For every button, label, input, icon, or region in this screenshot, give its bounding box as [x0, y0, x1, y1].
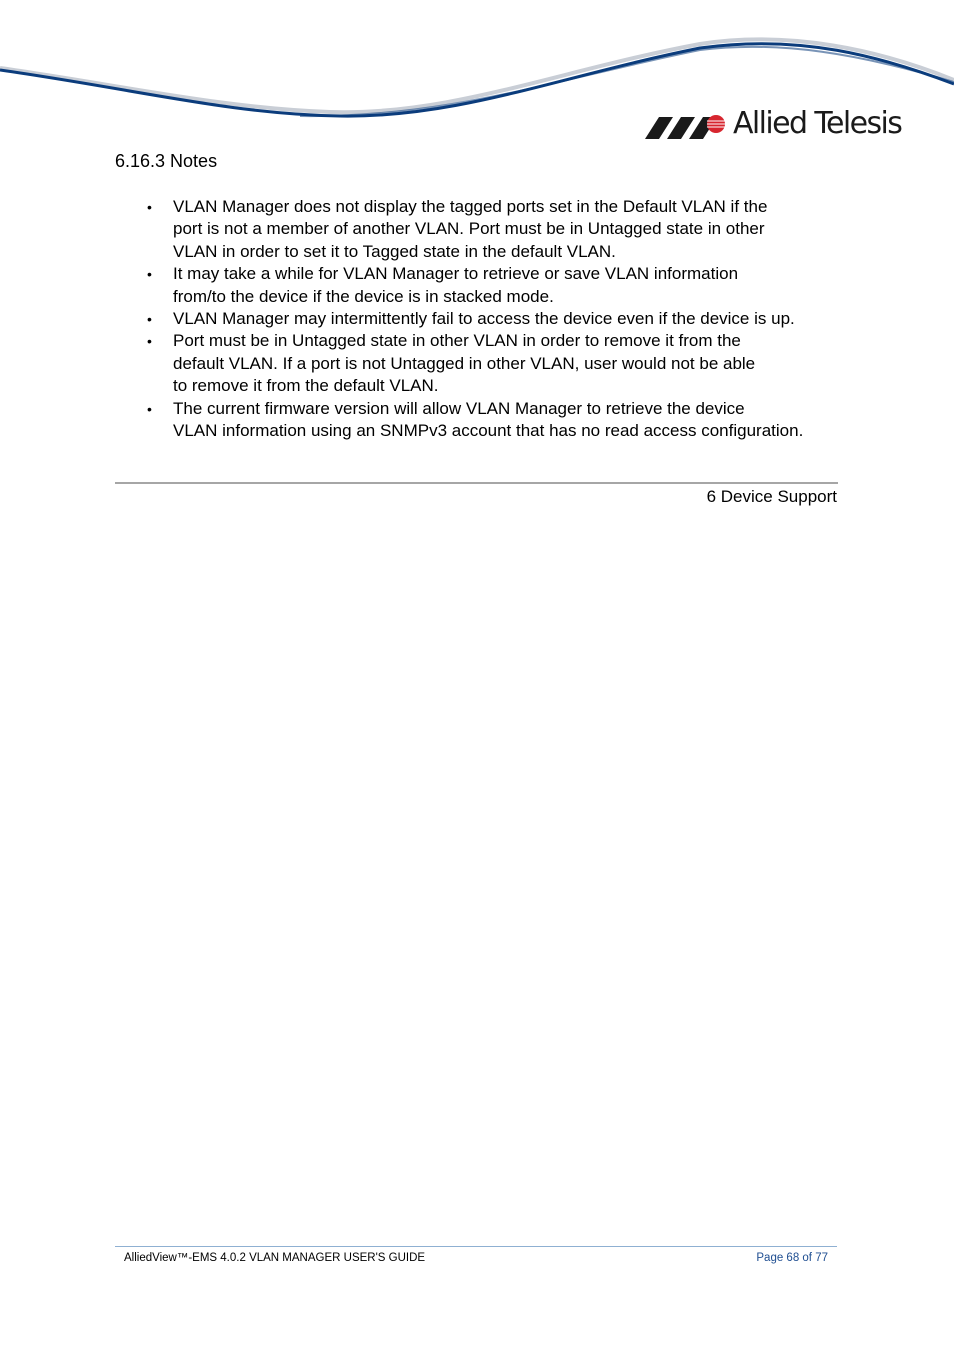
bullet-icon: • — [147, 333, 152, 350]
footer-page-number: Page 68 of 77 — [756, 1252, 828, 1264]
bullet-icon: • — [147, 311, 152, 328]
footer-document-title: AlliedView™-EMS 4.0.2 VLAN MANAGER USER'S GUIDE — [124, 1252, 426, 1264]
note-line: port is not a member of another VLAN. Port must be in Untagged state in other — [173, 219, 765, 239]
note-line: The current firmware version will allow VLAN Manager to retrieve the device — [173, 398, 745, 418]
note-line: from/to the device if the device is in stacked mode. — [173, 286, 554, 306]
note-line: to remove it from the default VLAN. — [173, 376, 439, 396]
note-line: VLAN Manager does not display the tagged ports set in the Default VLAN if the — [173, 197, 768, 216]
note-line: It may take a while for VLAN Manager to retrieve or save VLAN information — [173, 264, 739, 284]
bullet-icon: • — [147, 400, 152, 417]
note-item — [147, 196, 853, 263]
section-divider — [115, 482, 838, 484]
footer-divider — [115, 1246, 837, 1247]
note-item — [147, 308, 853, 330]
note-item — [147, 330, 853, 397]
note-item — [147, 263, 853, 308]
chapter-label: 6 Device Support — [706, 487, 837, 506]
note-item — [147, 398, 853, 443]
note-line: Port must be in Untagged state in other VLAN in order to remove it from the — [173, 331, 741, 351]
notes-list — [147, 196, 853, 442]
note-line: VLAN Manager may intermittently fail to access the device even if the device is up. — [173, 309, 795, 329]
note-line: default VLAN. If a port is not Untagged in other VLAN, user would not be able — [173, 353, 756, 373]
bullet-icon: • — [147, 266, 152, 283]
logo-wordmark: Allied Telesis — [733, 106, 902, 141]
section-heading: 6.16.3 Notes — [115, 151, 218, 171]
note-line: VLAN information using an SNMPv3 account that has no read access configuration. — [173, 421, 804, 441]
bullet-icon: • — [147, 199, 152, 215]
note-line: VLAN in order to set it to Tagged state in the default VLAN. — [173, 241, 616, 261]
